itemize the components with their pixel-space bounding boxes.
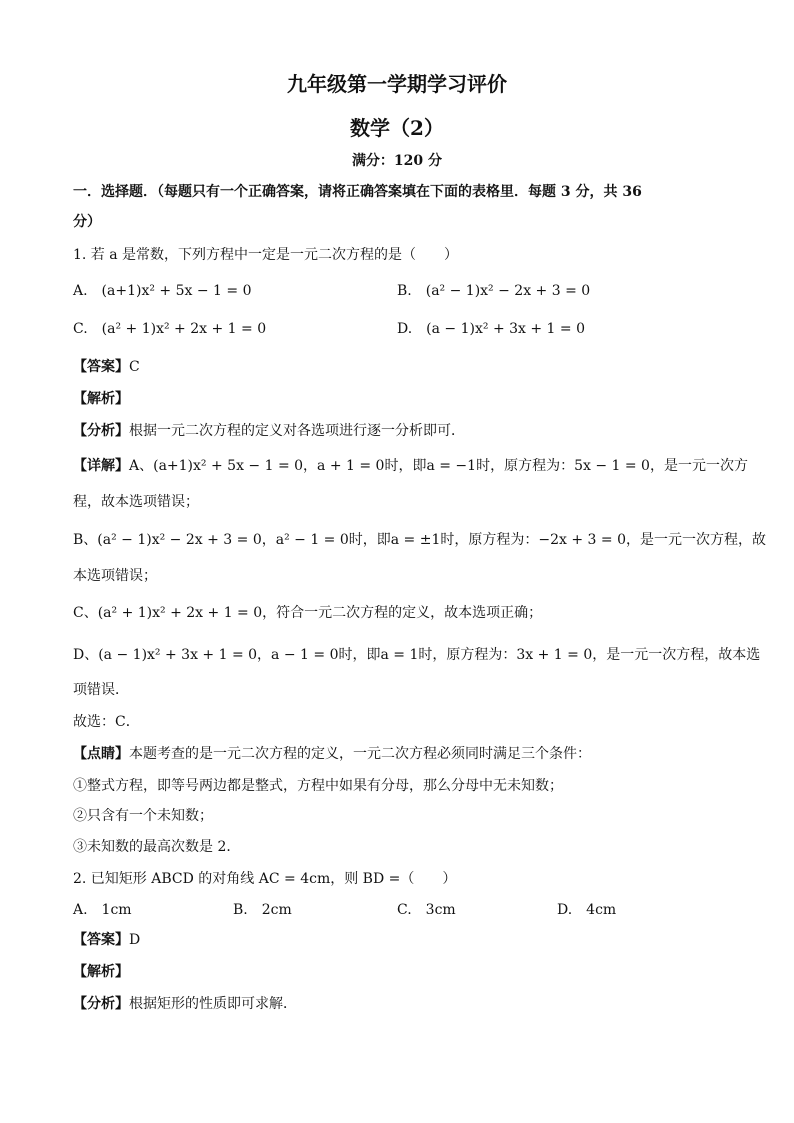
q1-dianjing (73, 744, 723, 764)
section-heading: 一．选择题．（每题只有一个正确答案，请将正确答案填在下面的表格里．每题 3 分，共 36 (73, 184, 642, 200)
jiexi-tag: 【解析】 (73, 391, 129, 407)
condition-1: ①整式方程，即等号两边都是整式，方程中如果有分母，那么分母中无未知数； (73, 778, 563, 794)
q1-option-b: B. (a² − 1)x² − 2x + 3 = 0 (397, 283, 591, 299)
fenxi-text: 根据矩形的性质即可求解． (129, 996, 297, 1012)
total-score: 满分：120 分 (351, 153, 443, 169)
answer-tag: 【答案】 (73, 932, 129, 948)
answer-value: C (129, 359, 140, 375)
xiangjie-a-line1: A、(a+1)x² + 5x − 1 = 0，a + 1 = 0时，即a = −1时，原方程为：5x − 1 = 0，是一元一次方 (129, 458, 748, 474)
q2-fenxi (73, 994, 723, 1014)
q2-option-a: A. 1cm (73, 902, 132, 918)
answer-value: D (129, 932, 141, 948)
q1-option-d: D. (a − 1)x² + 3x + 1 = 0 (397, 321, 586, 337)
xiangjie-d-line2: 项错误． (73, 682, 129, 698)
q1-xiangjie (73, 456, 748, 476)
q2-option-b: B. 2cm (233, 902, 292, 918)
page-subtitle: 数学（2） (350, 116, 444, 140)
fenxi-tag: 【分析】 (73, 996, 129, 1012)
q1-jiexi (73, 389, 723, 409)
fenxi-text: 根据一元二次方程的定义对各选项进行逐一分析即可． (129, 423, 465, 439)
dianjing-tag: 【点睛】 (73, 746, 129, 762)
q1-answer (73, 357, 723, 377)
q2-answer (73, 930, 723, 950)
xiangjie-d-line1: D、(a − 1)x² + 3x + 1 = 0，a − 1 = 0时，即a = 1时，原方程为：3x + 1 = 0，是一元一次方程，故本选 (73, 647, 761, 663)
choose-line: 故选：C． (73, 714, 140, 730)
xiangjie-a-line2: 程，故本选项错误； (73, 494, 199, 510)
condition-3: ③未知数的最高次数是 2． (73, 839, 241, 855)
answer-tag: 【答案】 (73, 359, 129, 375)
q2-jiexi (73, 962, 723, 982)
page-title: 九年级第一学期学习评价 (287, 72, 507, 96)
q2-stem: 2. 已知矩形 ABCD 的对角线 AC = 4cm，则 BD =（ ） (73, 871, 457, 887)
xiangjie-tag: 【详解】 (73, 458, 129, 474)
section-heading-cont: 分） (73, 214, 101, 230)
jiexi-tag: 【解析】 (73, 964, 129, 980)
q1-option-c: C. (a² + 1)x² + 2x + 1 = 0 (73, 321, 267, 337)
q2-option-d: D. 4cm (557, 902, 617, 918)
xiangjie-b-line1: B、(a² − 1)x² − 2x + 3 = 0，a² − 1 = 0时，即a = ±1时，原方程为：−2x + 3 = 0，是一元一次方程，故 (73, 532, 766, 548)
condition-2: ②只含有一个未知数； (73, 808, 213, 824)
dianjing-text: 本题考查的是一元二次方程的定义，一元二次方程必须同时满足三个条件： (129, 746, 591, 762)
fenxi-tag: 【分析】 (73, 423, 129, 439)
q1-fenxi (73, 421, 723, 441)
xiangjie-c-line1: C、(a² + 1)x² + 2x + 1 = 0，符合一元二次方程的定义，故本选项正确； (73, 605, 543, 621)
xiangjie-b-line2: 本选项错误； (73, 568, 157, 584)
q2-option-c: C. 3cm (397, 902, 456, 918)
q1-option-a: A. (a+1)x² + 5x − 1 = 0 (73, 283, 252, 299)
q1-stem: 1. 若 a 是常数，下列方程中一定是一元二次方程的是（ ） (73, 247, 459, 263)
